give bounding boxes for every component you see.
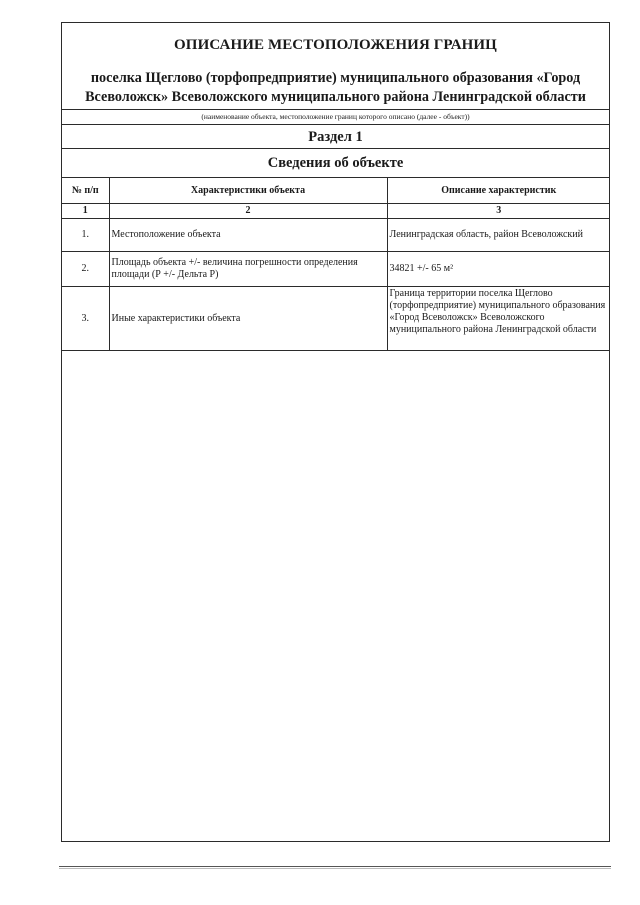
- row-characteristic: Площадь объекта +/- величина погрешности определения площади (Р +/- Дельта Р): [109, 252, 387, 287]
- table-row: [62, 252, 610, 287]
- footer-rule: [59, 866, 611, 867]
- row-description: Ленинградская область, район Всеволожский: [387, 219, 610, 252]
- header-characteristic: Характеристики объекта: [109, 178, 387, 204]
- document-sheet: [61, 22, 610, 842]
- subsection-heading: Сведения об объекте: [62, 149, 609, 178]
- column-number-row: [62, 204, 610, 219]
- row-description: Граница территории поселка Щеглово (торфопредприятие) муниципального образования «Город Всеволожск» Всеволожского муниципального района Ленинградской области: [387, 287, 610, 351]
- document-title: ОПИСАНИЕ МЕСТОПОЛОЖЕНИЯ ГРАНИЦ: [174, 37, 497, 53]
- object-info-table: [62, 178, 610, 351]
- column-number-3: 3: [387, 204, 610, 219]
- header-number: № п/п: [62, 178, 109, 204]
- header-description: Описание характеристик: [387, 178, 610, 204]
- table-row: [62, 287, 610, 351]
- row-description: 34821 +/- 65 м²: [387, 252, 610, 287]
- row-number: 2.: [62, 252, 109, 287]
- document-subtitle: поселка Щеглово (торфопредприятие) муниципального образования «Город Всеволожск» Всеволожского муниципального района Ленинградской области: [85, 70, 586, 105]
- table-header-row: [62, 178, 610, 204]
- row-characteristic: Иные характеристики объекта: [109, 287, 387, 351]
- title-block: [62, 23, 609, 110]
- row-number: 1.: [62, 219, 109, 252]
- column-number-1: 1: [62, 204, 109, 219]
- table-row: [62, 219, 610, 252]
- column-number-2: 2: [109, 204, 387, 219]
- object-caption: (наименование объекта, местоположение границ которого описано (далее - объект)): [62, 110, 609, 125]
- section-heading: Раздел 1: [62, 126, 609, 149]
- footer-rule-shadow: [59, 868, 611, 869]
- row-characteristic: Местоположение объекта: [109, 219, 387, 252]
- row-number: 3.: [62, 287, 109, 351]
